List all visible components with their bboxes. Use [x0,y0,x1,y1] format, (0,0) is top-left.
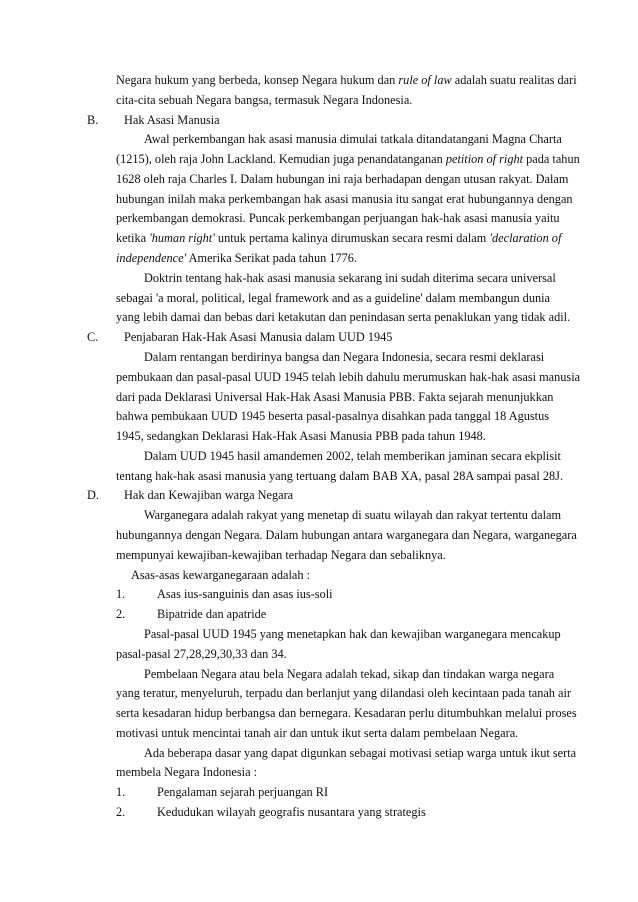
section-c-p1-line: pembukaan dan pasal-pasal UUD 1945 telah lebih dahulu merumuskan hak-hak asasi manusia [116,370,581,384]
section-c-title: Penjabaran Hak-Hak Asasi Manusia dalam UUD 1945 [124,330,393,344]
section-c-p2-line: Dalam UUD 1945 hasil amandemen 2002, telah memberikan jaminan secara ekplisit [144,449,561,463]
section-d-p2-line: Pasal-pasal UUD 1945 yang menetapkan hak dan kewajiban warganegara mencakup [144,627,561,641]
section-b-p2-line: sebagai 'a moral, political, legal framework and as a guideline' dalam membangun dunia [116,291,550,305]
section-d-p1-line: hubungannya dengan Negara. Dalam hubungan antara warganegara dan Negara, warganegara [116,528,577,542]
section-d-p2-line: pasal-pasal 27,28,29,30,33 dan 34. [116,647,287,661]
section-c-p1-line: 1945, sedangkan Deklarasi Hak-Hak Asasi Manusia PBB pada tahun 1948. [116,429,486,443]
intro-line-2: cita-cita sebuah Negara bangsa, termasuk Negara Indonesia. [116,93,413,107]
motivasi-item-number: 2. [116,805,126,819]
section-c-p1-line: dari pada Deklarasi Universal Hak-Hak Asasi Manusia PBB. Fakta sejarah menunjukkan [116,390,554,404]
section-d-p4-line: membela Negara Indonesia : [116,765,258,779]
section-d-p1-line: Warganegara adalah rakyat yang menetap di suatu wilayah dan rakyat tertentu dalam [144,508,562,522]
asas-item-number: 2. [116,607,126,621]
motivasi-item-text: Pengalaman sejarah perjuangan RI [157,785,329,799]
section-d-p4-line: Ada beberapa dasar yang dapat digunkan sebagai motivasi setiap warga untuk ikut serta [144,746,577,760]
section-c-p1-line: bahwa pembukaan UUD 1945 beserta pasal-pasalnya disahkan pada tanggal 18 Agustus [116,409,550,423]
section-c-number: C. [87,330,99,344]
section-c-p1-line: Dalam rentangan berdirinya bangsa dan Negara Indonesia, secara resmi deklarasi [144,350,545,364]
motivasi-item-number: 1. [116,785,126,799]
section-d-p3-line: serta kesadaran hidup berbangsa dan bernegara. Kesadaran perlu ditumbuhkan melalui proses [116,706,577,720]
asas-item-text: Asas ius-sanguinis dan asas ius-soli [157,587,333,601]
motivasi-item-text: Kedudukan wilayah geografis nusantara yang strategis [157,805,426,819]
section-b-title: Hak Asasi Manusia [124,113,220,127]
section-d-p3-line: Pembelaan Negara atau bela Negara adalah tekad, sikap dan tindakan warga negara [144,667,555,681]
section-b-p1-line: independence' Amerika Serikat pada tahun 1776. [116,251,357,265]
section-d-p3-line: yang teratur, menyeluruh, terpadu dan berlanjut yang dilandasi oleh kecintaan pada tanah air [116,686,571,700]
section-b-p2-line: Doktrin tentang hak-hak asasi manusia sekarang ini sudah diterima secara universal [144,271,556,285]
section-c-p2-line: tentang hak-hak asasi manusia yang tertuang dalam BAB XA, pasal 28A sampai pasal 28J. [116,469,564,483]
asas-item-number: 1. [116,587,126,601]
asas-item-text: Bipatride dan apatride [157,607,267,621]
section-b-p1-line: perkembangan demokrasi. Puncak perkembangan perjuangan hak-hak asasi manusia yaitu [116,211,560,225]
section-b-p2-line: yang lebih damai dan bebas dari ketakutan dan penindasan serta penaklukan yang tidak adil. [116,310,571,324]
section-b-p1-line: (1215), oleh raja John Lackland. Kemudian juga penandatanganan petition of right pada tahun [116,152,580,166]
section-d-p3-line: motivasi untuk mencintai tanah air dan untuk ikut serta dalam pembelaan Negara. [116,726,519,740]
intro-line-1: Negara hukum yang berbeda, konsep Negara hukum dan rule of law adalah suatu realitas dari [116,73,577,87]
section-b-number: B. [87,113,99,127]
section-b-p1-line: ketika 'human right' untuk pertama kalinya dirumuskan secara resmi dalam 'declaration of [116,231,562,245]
section-d-title: Hak dan Kewajiban warga Negara [124,488,294,502]
section-d-number: D. [87,488,99,502]
asas-heading: Asas-asas kewarganegaraan adalah : [131,568,311,582]
section-d-p1-line: mempunyai kewajiban-kewajiban terhadap Negara dan sebaliknya. [116,548,446,562]
section-b-p1-line: 1628 oleh raja Charles I. Dalam hubungan ini raja berhadapan dengan utusan rakyat. Dalam [116,172,569,186]
section-b-p1-line: hubungan inilah maka perkembangan hak asasi manusia itu sangat erat hubungannya dengan [116,192,573,206]
section-b-p1-line: Awal perkembangan hak asasi manusia dimulai tatkala ditandatangani Magna Charta [144,132,562,146]
